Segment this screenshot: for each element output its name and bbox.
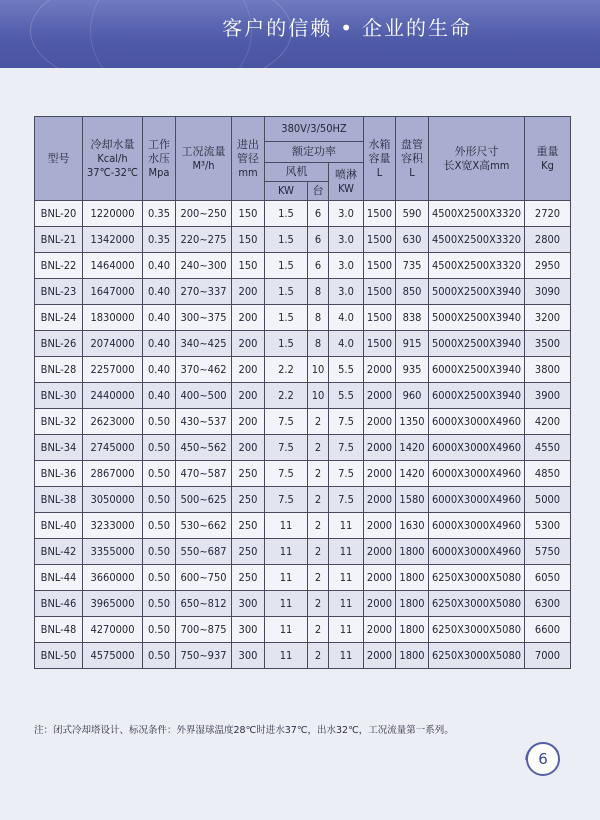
cell-water-pressure: 0.40 (143, 253, 176, 279)
cell-water-pressure: 0.50 (143, 435, 176, 461)
cell-fan-kw: 11 (265, 591, 308, 617)
cell-water-pressure: 0.50 (143, 565, 176, 591)
cell-model: BNL-22 (35, 253, 83, 279)
cell-weight: 6300 (525, 591, 571, 617)
cell-weight: 2800 (525, 227, 571, 253)
cell-cooling-capacity: 3233000 (83, 513, 143, 539)
cell-flow: 470~587 (176, 461, 232, 487)
cell-tank-capacity: 2000 (364, 357, 396, 383)
cell-flow: 400~500 (176, 383, 232, 409)
cell-tank-capacity: 2000 (364, 513, 396, 539)
cell-cooling-capacity: 4270000 (83, 617, 143, 643)
cell-fan-kw: 11 (265, 539, 308, 565)
header-fan-units: 台 (308, 182, 329, 201)
cell-cooling-capacity: 4575000 (83, 643, 143, 669)
header-coil-volume: 盘管 容积 L (396, 117, 429, 201)
slogan-right: 企业的生命 (362, 16, 472, 40)
cell-model: BNL-46 (35, 591, 83, 617)
cell-coil-volume: 1420 (396, 435, 429, 461)
cell-coil-volume: 1350 (396, 409, 429, 435)
cell-spray-kw: 4.0 (329, 331, 364, 357)
header-rated-power: 额定功率 (265, 142, 364, 163)
table-row (35, 279, 571, 305)
cell-spray-kw: 11 (329, 539, 364, 565)
page-number-badge (522, 740, 568, 774)
cell-coil-volume: 735 (396, 253, 429, 279)
cell-fan-kw: 1.5 (265, 201, 308, 227)
cell-water-pressure: 0.40 (143, 279, 176, 305)
cell-spray-kw: 4.0 (329, 305, 364, 331)
cell-model: BNL-28 (35, 357, 83, 383)
cell-flow: 300~375 (176, 305, 232, 331)
cell-flow: 270~337 (176, 279, 232, 305)
cell-cooling-capacity: 1342000 (83, 227, 143, 253)
cell-pipe-diameter: 150 (232, 253, 265, 279)
cell-pipe-diameter: 300 (232, 591, 265, 617)
cell-fan-units: 2 (308, 409, 329, 435)
cell-spray-kw: 7.5 (329, 409, 364, 435)
header-power-spec: 380V/3/50HZ (265, 117, 364, 142)
cell-weight: 3500 (525, 331, 571, 357)
cell-pipe-diameter: 250 (232, 461, 265, 487)
cell-fan-units: 2 (308, 461, 329, 487)
cell-cooling-capacity: 2867000 (83, 461, 143, 487)
cell-water-pressure: 0.40 (143, 357, 176, 383)
header-weight: 重量 Kg (525, 117, 571, 201)
cell-dimensions: 6000X3000X4960 (429, 513, 525, 539)
cell-spray-kw: 3.0 (329, 279, 364, 305)
table-row (35, 305, 571, 331)
table-row (35, 253, 571, 279)
cell-spray-kw: 7.5 (329, 435, 364, 461)
cell-model: BNL-48 (35, 617, 83, 643)
cell-fan-units: 6 (308, 201, 329, 227)
cell-fan-units: 2 (308, 539, 329, 565)
cell-model: BNL-24 (35, 305, 83, 331)
cell-dimensions: 5000X2500X3940 (429, 279, 525, 305)
cell-pipe-diameter: 250 (232, 513, 265, 539)
cell-tank-capacity: 2000 (364, 487, 396, 513)
cell-weight: 4850 (525, 461, 571, 487)
cell-dimensions: 4500X2500X3320 (429, 201, 525, 227)
table-row (35, 357, 571, 383)
table-row (35, 461, 571, 487)
cell-fan-units: 8 (308, 279, 329, 305)
cell-dimensions: 5000X2500X3940 (429, 331, 525, 357)
cell-coil-volume: 1630 (396, 513, 429, 539)
cell-flow: 600~750 (176, 565, 232, 591)
cell-fan-kw: 1.5 (265, 305, 308, 331)
table-row (35, 565, 571, 591)
cell-weight: 7000 (525, 643, 571, 669)
cell-coil-volume: 1420 (396, 461, 429, 487)
table-row (35, 331, 571, 357)
cell-coil-volume: 1800 (396, 617, 429, 643)
cell-weight: 6050 (525, 565, 571, 591)
cell-tank-capacity: 1500 (364, 201, 396, 227)
cell-fan-kw: 11 (265, 617, 308, 643)
cell-flow: 530~662 (176, 513, 232, 539)
cell-weight: 5750 (525, 539, 571, 565)
cell-tank-capacity: 2000 (364, 539, 396, 565)
cell-cooling-capacity: 3050000 (83, 487, 143, 513)
banner-slogan (222, 12, 472, 41)
cell-water-pressure: 0.50 (143, 487, 176, 513)
cell-water-pressure: 0.50 (143, 617, 176, 643)
cell-flow: 550~687 (176, 539, 232, 565)
cell-weight: 4200 (525, 409, 571, 435)
cell-pipe-diameter: 200 (232, 357, 265, 383)
cell-cooling-capacity: 2074000 (83, 331, 143, 357)
cell-weight: 2720 (525, 201, 571, 227)
cell-pipe-diameter: 200 (232, 305, 265, 331)
cell-fan-units: 10 (308, 383, 329, 409)
cell-coil-volume: 935 (396, 357, 429, 383)
cell-model: BNL-34 (35, 435, 83, 461)
cell-fan-units: 6 (308, 253, 329, 279)
cell-fan-kw: 2.2 (265, 357, 308, 383)
cell-dimensions: 6000X2500X3940 (429, 383, 525, 409)
cell-model: BNL-30 (35, 383, 83, 409)
cell-fan-units: 8 (308, 305, 329, 331)
cell-tank-capacity: 2000 (364, 617, 396, 643)
table-row (35, 227, 571, 253)
cell-pipe-diameter: 200 (232, 435, 265, 461)
table-row (35, 435, 571, 461)
cell-flow: 240~300 (176, 253, 232, 279)
cell-weight: 3900 (525, 383, 571, 409)
cell-weight: 2950 (525, 253, 571, 279)
cell-weight: 5000 (525, 487, 571, 513)
cell-tank-capacity: 2000 (364, 409, 396, 435)
table-row (35, 539, 571, 565)
cell-cooling-capacity: 1464000 (83, 253, 143, 279)
cell-fan-units: 2 (308, 565, 329, 591)
cell-flow: 370~462 (176, 357, 232, 383)
cell-spray-kw: 11 (329, 513, 364, 539)
cell-flow: 650~812 (176, 591, 232, 617)
cell-fan-kw: 7.5 (265, 461, 308, 487)
page-number: 6 (526, 742, 560, 776)
cell-fan-kw: 7.5 (265, 435, 308, 461)
cell-pipe-diameter: 200 (232, 409, 265, 435)
cell-pipe-diameter: 150 (232, 201, 265, 227)
header-pipe-diameter: 进出 管径 mm (232, 117, 265, 201)
cell-model: BNL-50 (35, 643, 83, 669)
cell-water-pressure: 0.50 (143, 461, 176, 487)
cell-tank-capacity: 2000 (364, 383, 396, 409)
table-row (35, 513, 571, 539)
header-cooling-capacity: 冷却水量 Kcal/h 37℃-32℃ (83, 117, 143, 201)
cell-pipe-diameter: 250 (232, 565, 265, 591)
footnote: 注：闭式冷却塔设计、标况条件：外界湿球温度28℃时进水37℃，出水32℃，工况流量第一系列。 (34, 725, 454, 736)
cell-fan-units: 10 (308, 357, 329, 383)
spec-table (34, 116, 571, 669)
cell-coil-volume: 1800 (396, 565, 429, 591)
cell-tank-capacity: 2000 (364, 435, 396, 461)
cell-cooling-capacity: 3965000 (83, 591, 143, 617)
cell-water-pressure: 0.50 (143, 409, 176, 435)
cell-fan-units: 2 (308, 487, 329, 513)
cell-fan-kw: 1.5 (265, 227, 308, 253)
cell-pipe-diameter: 250 (232, 539, 265, 565)
cell-flow: 700~875 (176, 617, 232, 643)
cell-pipe-diameter: 200 (232, 383, 265, 409)
cell-spray-kw: 7.5 (329, 487, 364, 513)
cell-fan-kw: 1.5 (265, 253, 308, 279)
cell-dimensions: 6250X3000X5080 (429, 591, 525, 617)
cell-coil-volume: 915 (396, 331, 429, 357)
cell-fan-kw: 1.5 (265, 279, 308, 305)
cell-spray-kw: 3.0 (329, 227, 364, 253)
cell-fan-kw: 7.5 (265, 409, 308, 435)
header-model: 型号 (35, 117, 83, 201)
cell-model: BNL-20 (35, 201, 83, 227)
cell-flow: 430~537 (176, 409, 232, 435)
cell-coil-volume: 1800 (396, 643, 429, 669)
cell-dimensions: 6000X2500X3940 (429, 357, 525, 383)
cell-cooling-capacity: 2257000 (83, 357, 143, 383)
cell-dimensions: 6000X3000X4960 (429, 487, 525, 513)
cell-spray-kw: 7.5 (329, 461, 364, 487)
cell-pipe-diameter: 150 (232, 227, 265, 253)
cell-tank-capacity: 1500 (364, 305, 396, 331)
cell-dimensions: 6250X3000X5080 (429, 617, 525, 643)
cell-cooling-capacity: 1220000 (83, 201, 143, 227)
cell-coil-volume: 1800 (396, 591, 429, 617)
cell-water-pressure: 0.40 (143, 383, 176, 409)
cell-dimensions: 6250X3000X5080 (429, 643, 525, 669)
cell-fan-units: 2 (308, 643, 329, 669)
cell-tank-capacity: 2000 (364, 461, 396, 487)
cell-flow: 220~275 (176, 227, 232, 253)
cell-weight: 5300 (525, 513, 571, 539)
cell-water-pressure: 0.50 (143, 643, 176, 669)
cell-flow: 450~562 (176, 435, 232, 461)
cell-water-pressure: 0.40 (143, 305, 176, 331)
header-fan-kw: KW (265, 182, 308, 201)
cell-model: BNL-44 (35, 565, 83, 591)
cell-cooling-capacity: 2440000 (83, 383, 143, 409)
cell-spray-kw: 3.0 (329, 253, 364, 279)
cell-cooling-capacity: 3660000 (83, 565, 143, 591)
cell-model: BNL-32 (35, 409, 83, 435)
cell-weight: 3200 (525, 305, 571, 331)
cell-dimensions: 6000X3000X4960 (429, 539, 525, 565)
cell-model: BNL-38 (35, 487, 83, 513)
cell-spray-kw: 5.5 (329, 383, 364, 409)
table-row (35, 617, 571, 643)
cell-cooling-capacity: 2623000 (83, 409, 143, 435)
cell-water-pressure: 0.35 (143, 201, 176, 227)
cell-pipe-diameter: 250 (232, 487, 265, 513)
cell-tank-capacity: 1500 (364, 227, 396, 253)
cell-cooling-capacity: 2745000 (83, 435, 143, 461)
cell-pipe-diameter: 300 (232, 643, 265, 669)
cell-fan-kw: 7.5 (265, 487, 308, 513)
cell-weight: 3090 (525, 279, 571, 305)
cell-pipe-diameter: 300 (232, 617, 265, 643)
table-row (35, 201, 571, 227)
cell-coil-volume: 630 (396, 227, 429, 253)
cell-fan-kw: 11 (265, 565, 308, 591)
cell-dimensions: 4500X2500X3320 (429, 227, 525, 253)
cell-dimensions: 4500X2500X3320 (429, 253, 525, 279)
slogan-left: 客户的信赖 (222, 16, 333, 40)
cell-water-pressure: 0.50 (143, 539, 176, 565)
cell-tank-capacity: 1500 (364, 279, 396, 305)
cell-weight: 6600 (525, 617, 571, 643)
cell-pipe-diameter: 200 (232, 279, 265, 305)
cell-spray-kw: 11 (329, 565, 364, 591)
cell-fan-units: 8 (308, 331, 329, 357)
cell-tank-capacity: 2000 (364, 643, 396, 669)
cell-fan-kw: 11 (265, 513, 308, 539)
cell-dimensions: 6000X3000X4960 (429, 409, 525, 435)
table-row (35, 383, 571, 409)
cell-coil-volume: 590 (396, 201, 429, 227)
spec-table-header (35, 117, 571, 201)
cell-model: BNL-26 (35, 331, 83, 357)
cell-flow: 200~250 (176, 201, 232, 227)
table-row (35, 409, 571, 435)
cell-fan-units: 2 (308, 591, 329, 617)
cell-coil-volume: 838 (396, 305, 429, 331)
cell-tank-capacity: 1500 (364, 253, 396, 279)
cell-weight: 3800 (525, 357, 571, 383)
table-row (35, 487, 571, 513)
header-banner (0, 0, 600, 68)
cell-weight: 4550 (525, 435, 571, 461)
cell-model: BNL-36 (35, 461, 83, 487)
slogan-separator: • (340, 16, 354, 40)
cell-spray-kw: 11 (329, 617, 364, 643)
cell-fan-kw: 11 (265, 643, 308, 669)
cell-flow: 500~625 (176, 487, 232, 513)
cell-water-pressure: 0.35 (143, 227, 176, 253)
cell-water-pressure: 0.40 (143, 331, 176, 357)
cell-dimensions: 6250X3000X5080 (429, 565, 525, 591)
cell-fan-units: 2 (308, 435, 329, 461)
cell-water-pressure: 0.50 (143, 591, 176, 617)
spec-table-body (35, 201, 571, 669)
header-spray: 喷淋 KW (329, 163, 364, 201)
spec-table-container (34, 116, 570, 669)
cell-pipe-diameter: 200 (232, 331, 265, 357)
header-flow: 工况流量 M³/h (176, 117, 232, 201)
cell-cooling-capacity: 3355000 (83, 539, 143, 565)
header-dimensions: 外形尺寸 长X宽X高mm (429, 117, 525, 201)
header-water-pressure: 工作 水压 Mpa (143, 117, 176, 201)
cell-fan-units: 6 (308, 227, 329, 253)
cell-fan-units: 2 (308, 617, 329, 643)
cell-tank-capacity: 1500 (364, 331, 396, 357)
header-fan: 风机 (265, 163, 329, 182)
cell-model: BNL-42 (35, 539, 83, 565)
cell-spray-kw: 5.5 (329, 357, 364, 383)
header-tank-capacity: 水箱 容量 L (364, 117, 396, 201)
cell-tank-capacity: 2000 (364, 591, 396, 617)
cell-flow: 750~937 (176, 643, 232, 669)
cell-coil-volume: 850 (396, 279, 429, 305)
cell-cooling-capacity: 1830000 (83, 305, 143, 331)
cell-water-pressure: 0.50 (143, 513, 176, 539)
cell-dimensions: 6000X3000X4960 (429, 461, 525, 487)
cell-coil-volume: 1580 (396, 487, 429, 513)
cell-tank-capacity: 2000 (364, 565, 396, 591)
cell-model: BNL-23 (35, 279, 83, 305)
cell-dimensions: 5000X2500X3940 (429, 305, 525, 331)
cell-model: BNL-40 (35, 513, 83, 539)
cell-coil-volume: 960 (396, 383, 429, 409)
cell-coil-volume: 1800 (396, 539, 429, 565)
cell-fan-kw: 2.2 (265, 383, 308, 409)
cell-spray-kw: 3.0 (329, 201, 364, 227)
cell-cooling-capacity: 1647000 (83, 279, 143, 305)
cell-fan-kw: 1.5 (265, 331, 308, 357)
cell-spray-kw: 11 (329, 591, 364, 617)
cell-fan-units: 2 (308, 513, 329, 539)
cell-flow: 340~425 (176, 331, 232, 357)
cell-model: BNL-21 (35, 227, 83, 253)
table-row (35, 591, 571, 617)
cell-dimensions: 6000X3000X4960 (429, 435, 525, 461)
table-row (35, 643, 571, 669)
cell-spray-kw: 11 (329, 643, 364, 669)
